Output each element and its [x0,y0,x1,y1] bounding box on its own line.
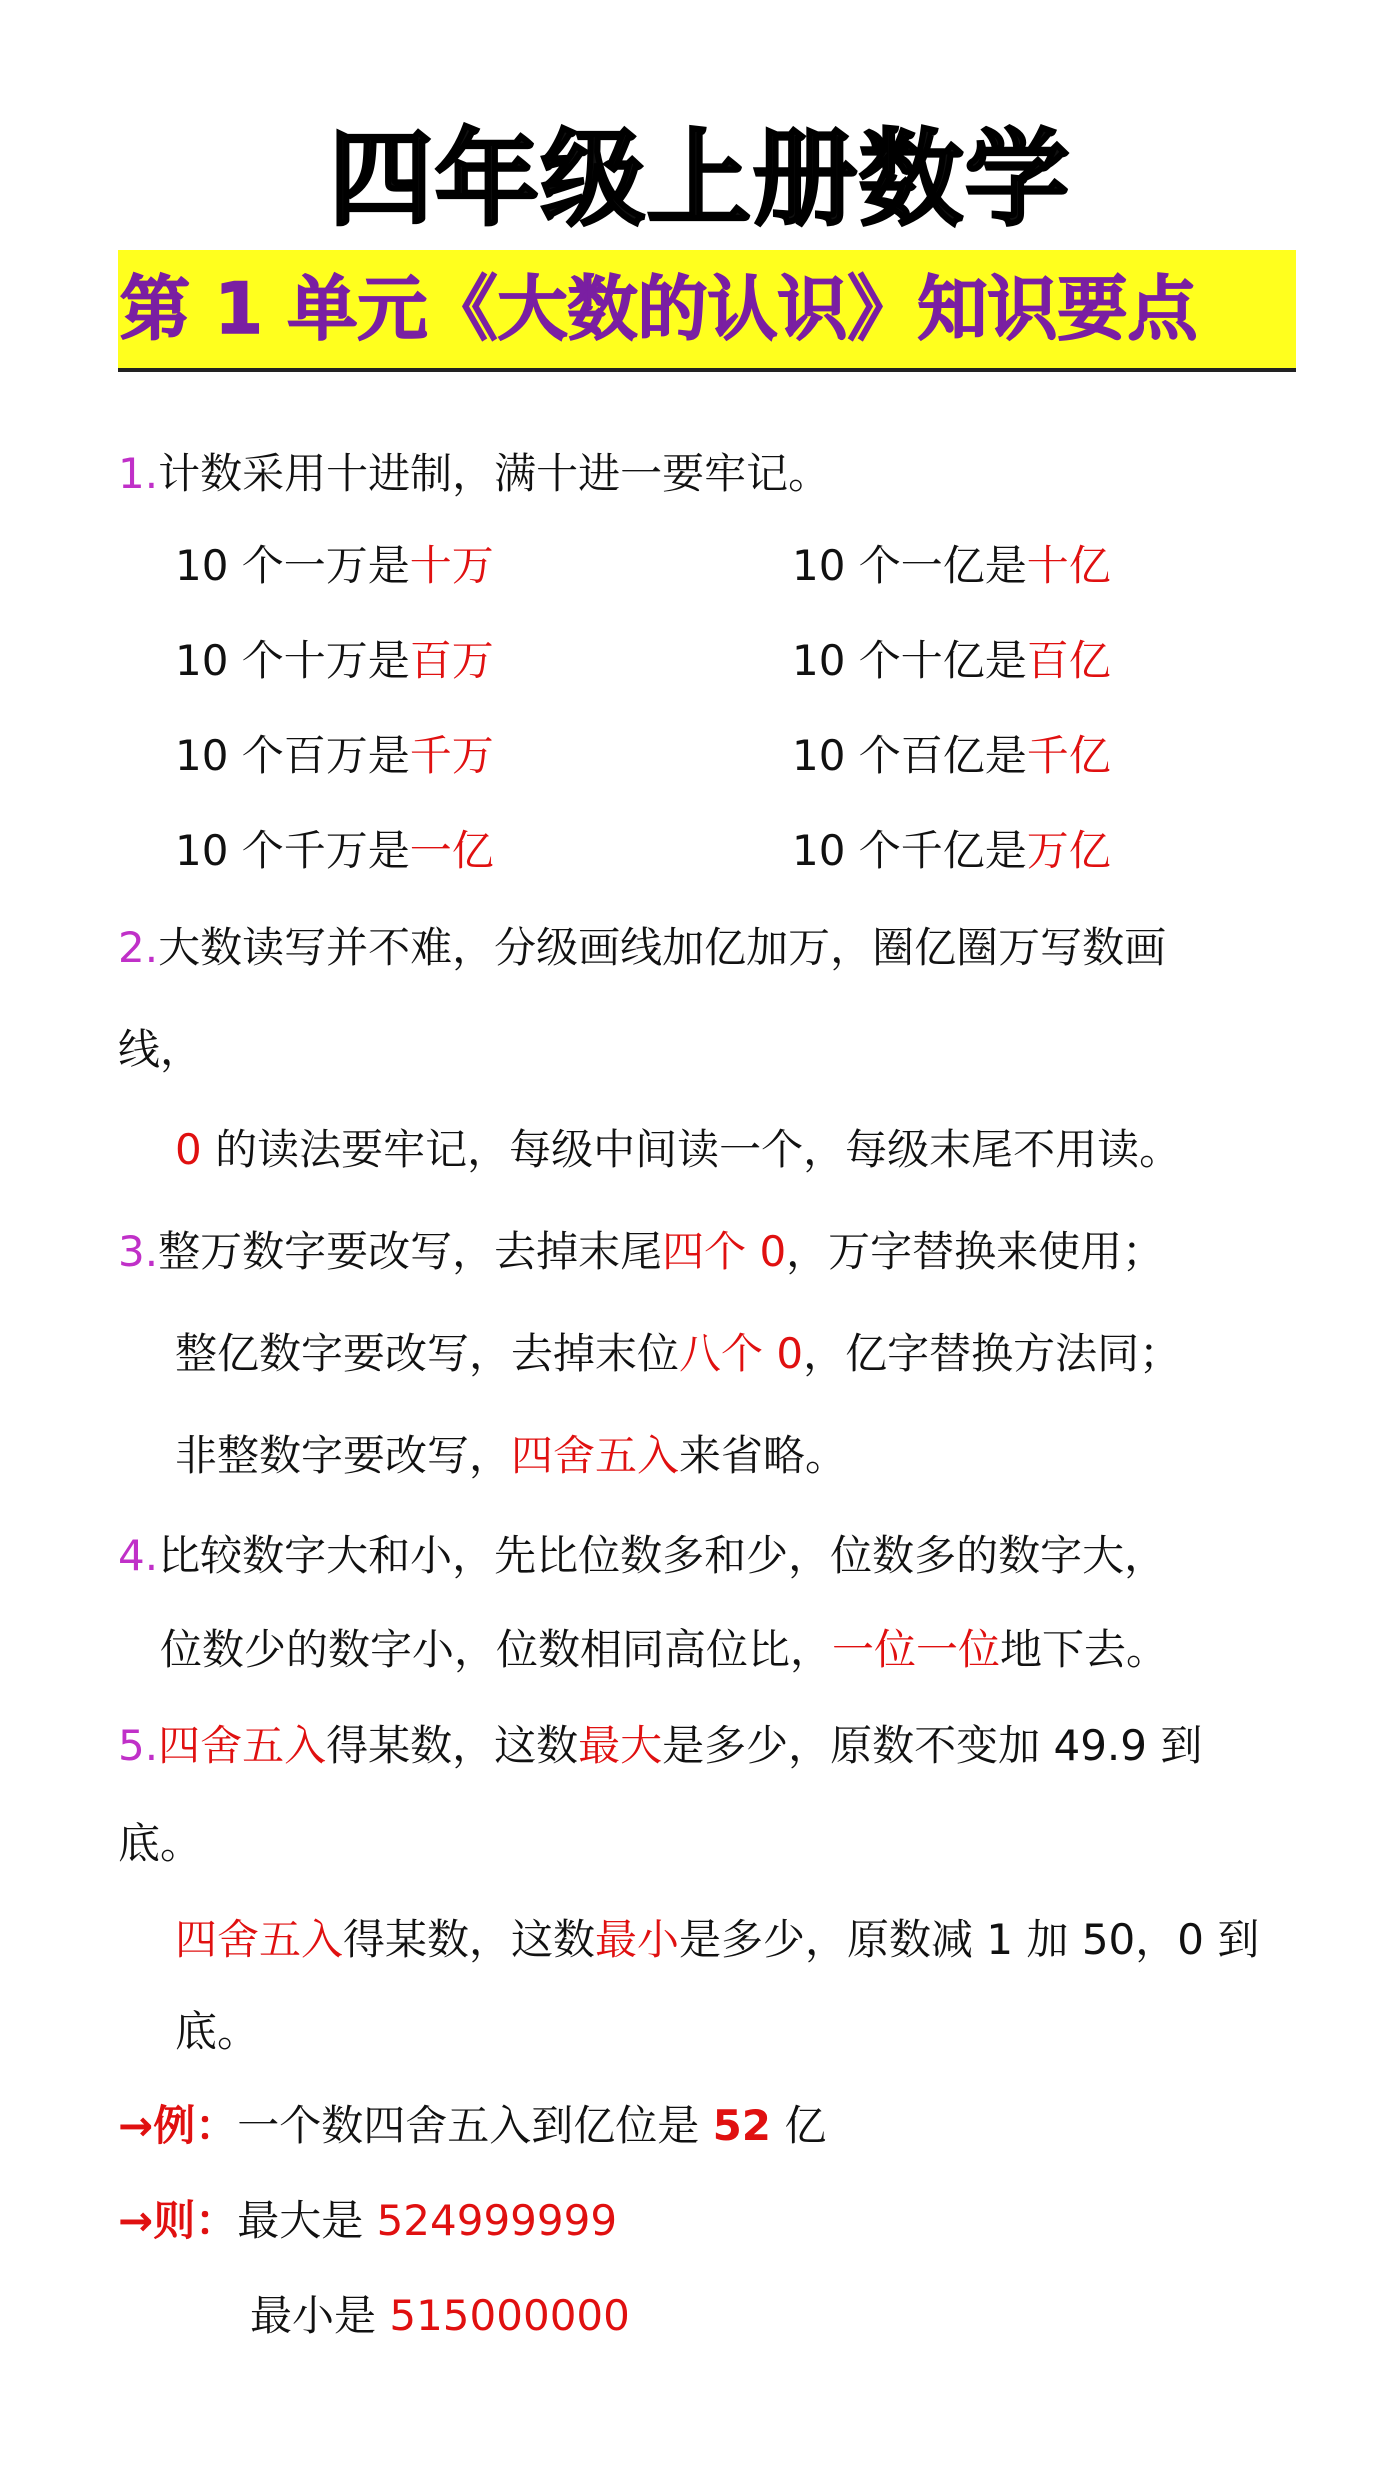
point-text: ，亿字替换方法同； [803,1329,1182,1378]
point-text: 是多少，原数不变加 49.9 到 [662,1721,1203,1770]
page-title: 四年级上册数学 [328,118,1071,240]
unit-row-right [792,538,1111,594]
point-5-line2: 底。 [118,1819,203,1868]
then-line [118,2193,617,2249]
point-number: 3. [118,1227,159,1276]
point-2 [118,920,1166,976]
row-text: 10 个千万是 [175,826,410,875]
min-value: 515000000 [389,2291,630,2340]
row-text: 10 个百万是 [175,731,410,780]
point-text: 非整数字要改写， [175,1431,512,1480]
row-text: 10 个千亿是 [792,826,1027,875]
point-text: ，万字替换来使用； [786,1227,1165,1276]
point-3 [118,1224,1164,1280]
row-text: 10 个一亿是 [792,541,1027,590]
row-highlight: 百万 [409,636,494,685]
unit-row-left [175,633,494,689]
point-4 [118,1528,1166,1584]
point-text: 比较数字大和小，先比位数多和少，位数多的数字大， [158,1531,1167,1580]
row-highlight: 一亿 [409,826,494,875]
max-value: 524999999 [376,2196,618,2245]
point-text: 来省略。 [679,1431,848,1480]
point-highlight: 八个 0 [679,1329,804,1378]
row-text: 10 个百亿是 [792,731,1027,780]
example-value: 52 [712,2101,772,2150]
point-number: 4. [118,1531,159,1580]
row-text: 10 个十万是 [175,636,410,685]
example-label: →例： [118,2101,238,2150]
point-3-line3 [175,1428,847,1484]
point-4-line2 [160,1622,1168,1678]
example-unit: 亿 [771,2101,827,2150]
point-text: 整亿数字要改写，去掉末位 [175,1329,680,1378]
row-text: 10 个十亿是 [792,636,1027,685]
point-text: 位数少的数字小，位数相同高位比， [160,1625,833,1674]
point-highlight: 最大 [578,1721,663,1770]
row-highlight: 十万 [409,541,494,590]
point-3-line2 [175,1326,1181,1382]
unit-row-left [175,538,494,594]
point-5 [118,1718,1202,1774]
then-label: →则： [118,2196,238,2245]
point-number: 5. [118,1721,159,1770]
point-highlight: 四舍五入 [175,1915,344,1964]
min-line [250,2288,630,2344]
example-line [118,2098,826,2154]
row-highlight: 万亿 [1026,826,1111,875]
point-2-zero [175,1122,1181,1178]
unit-row-right [792,728,1111,784]
point-text: 得某数，这数 [326,1721,579,1770]
unit-subtitle: 第 1 单元《大数的认识》知识要点 [118,250,1296,372]
row-highlight: 千万 [409,731,494,780]
point-2-cont: 线， [118,1025,203,1074]
min-label: 最小是 [250,2291,390,2340]
point-text: 得某数，这数 [343,1915,596,1964]
point-5-line3 [175,1912,1259,1968]
row-highlight: 百亿 [1026,636,1111,685]
unit-row-left [175,823,494,879]
point-highlight: 四舍五入 [158,1721,327,1770]
point-text: 是多少，原数减 1 加 50，0 到 [679,1915,1260,1964]
unit-row-right [792,633,1111,689]
row-text: 10 个一万是 [175,541,410,590]
point-1 [118,446,830,502]
point-number: 1. [118,449,159,498]
example-text: 一个数四舍五入到亿位是 [237,2101,713,2150]
max-label: 最大是 [237,2196,377,2245]
point-text: 整万数字要改写，去掉末尾 [158,1227,663,1276]
point-text: 计数采用十进制，满十进一要牢记。 [158,449,831,498]
point-highlight: 一位一位 [832,1625,1001,1674]
point-number: 2. [118,923,159,972]
row-highlight: 十亿 [1026,541,1111,590]
point-text: 地下去。 [1000,1625,1169,1674]
point-5-line4: 底。 [175,2007,260,2056]
point-highlight: 最小 [595,1915,680,1964]
point-text: 大数读写并不难，分级画线加亿加万，圈亿圈万写数画 [158,923,1167,972]
point-text: 的读法要牢记，每级中间读一个，每级末尾不用读。 [201,1125,1182,1174]
row-highlight: 千亿 [1026,731,1111,780]
point-highlight: 四舍五入 [511,1431,680,1480]
unit-row-left [175,728,494,784]
unit-row-right [792,823,1111,879]
point-highlight: 四个 0 [662,1227,787,1276]
zero-highlight: 0 [175,1125,202,1174]
